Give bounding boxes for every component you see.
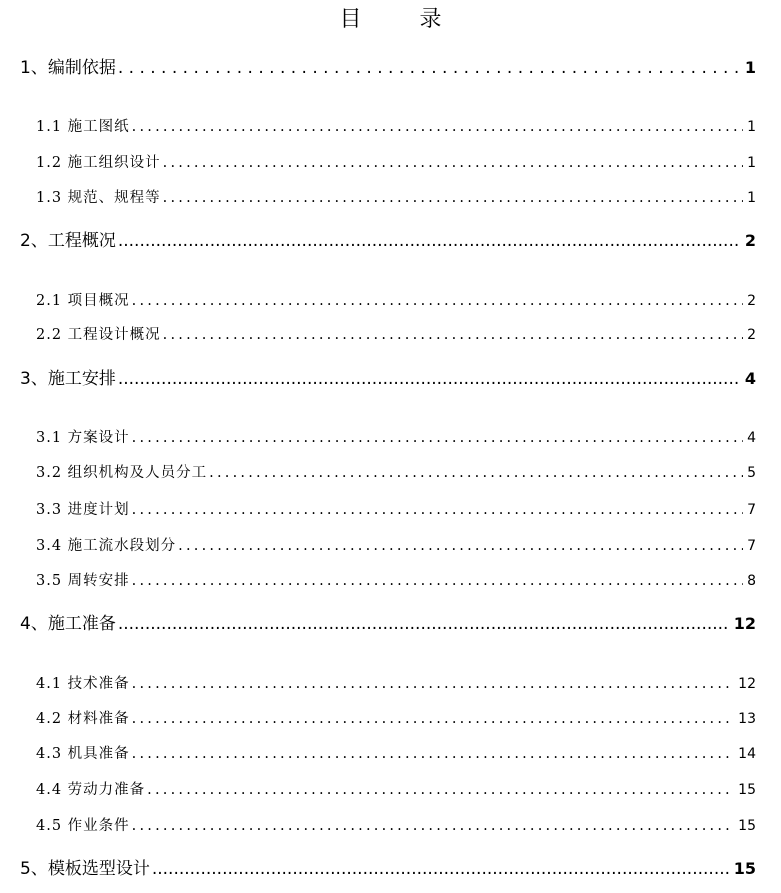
toc-leader-dots [132,499,743,521]
toc-entry-label: 4.1 技术准备 [36,676,130,692]
toc-leader-dots [163,324,743,346]
toc-entry-page-number: 12 [738,676,756,692]
toc-entry-chapter[interactable] [20,857,756,881]
toc-entry-label: 2、工程概况 [20,231,116,251]
toc-leader-dots [132,427,743,449]
toc-entry-label: 2.1 项目概况 [36,293,130,309]
toc-leader-dots [132,815,735,837]
toc-leader-dots [132,743,735,765]
toc-entry-label: 4、施工准备 [20,614,116,634]
toc-entry-section[interactable] [36,673,756,695]
toc-entry-page-number: 1 [744,58,756,77]
toc-entry-chapter[interactable] [20,229,756,253]
toc-leader-dots [132,116,743,138]
toc-entry-label: 1.3 规范、规程等 [36,190,161,206]
toc-leader-dots [132,708,735,730]
toc-leader-dots [118,229,741,253]
toc-entry-label: 4.2 材料准备 [36,711,130,727]
toc-leader-dots [209,462,743,484]
toc-entry-section[interactable] [36,570,756,592]
toc-entry-section[interactable] [36,187,756,209]
toc-leader-dots [132,570,743,592]
toc-leader-dots [163,187,743,209]
toc-entry-label: 4.3 机具准备 [36,746,130,762]
toc-leader-dots [118,612,730,636]
toc-entry-label: 3.3 进度计划 [36,502,130,518]
toc-entry-page-number: 13 [738,711,756,727]
toc-entry-page-number: 4 [744,369,756,388]
toc-entry-label: 1.1 施工图纸 [36,119,130,135]
toc-entry-page-number: 1 [747,190,756,206]
toc-entry-label: 1.2 施工组织设计 [36,155,161,171]
toc-entry-section[interactable] [36,290,756,312]
toc-leader-dots [152,857,730,881]
toc-leader-dots [118,56,741,80]
toc-entry-label: 3.4 施工流水段划分 [36,538,177,554]
toc-leader-dots [132,673,735,695]
toc-entry-page-number: 4 [747,430,756,446]
toc-entry-section[interactable] [36,152,756,174]
toc-entry-section[interactable] [36,535,756,557]
toc-leader-dots [132,290,743,312]
toc-entry-chapter[interactable] [20,56,756,80]
toc-entry-section[interactable] [36,743,756,765]
toc-entry-page-number: 7 [747,538,756,554]
toc-entry-section[interactable] [36,116,756,138]
toc-entry-page-number: 1 [747,155,756,171]
toc-entry-page-number: 8 [747,573,756,589]
toc-entry-label: 3、施工安排 [20,369,116,389]
toc-entry-label: 3.1 方案设计 [36,430,130,446]
toc-entry-page-number: 15 [738,818,756,834]
toc-entry-page-number: 15 [738,782,756,798]
toc-entry-section[interactable] [36,708,756,730]
toc-entry-page-number: 15 [733,859,756,878]
toc-entry-page-number: 2 [747,327,756,343]
toc-entry-chapter[interactable] [20,367,756,391]
toc-leader-dots [118,367,741,391]
toc-entry-chapter[interactable] [20,612,756,636]
toc-entry-section[interactable] [36,324,756,346]
toc-entry-section[interactable] [36,779,756,801]
toc-entry-page-number: 7 [747,502,756,518]
toc-entry-page-number: 2 [747,293,756,309]
toc-entry-label: 5、模板选型设计 [20,859,150,879]
toc-entry-page-number: 5 [747,465,756,481]
toc-entry-page-number: 1 [747,119,756,135]
toc-entry-page-number: 2 [744,231,756,250]
toc-leader-dots [147,779,734,801]
toc-entry-label: 2.2 工程设计概况 [36,327,161,343]
toc-entry-label: 1、编制依据 [20,58,116,78]
toc-entry-page-number: 12 [733,614,756,633]
toc-entry-label: 3.5 周转安排 [36,573,130,589]
toc-entry-section[interactable] [36,427,756,449]
toc-entry-section[interactable] [36,462,756,484]
toc-entry-label: 3.2 组织机构及人员分工 [36,465,208,481]
toc-leader-dots [163,152,743,174]
toc-title: 目 录 [339,7,460,32]
toc-entry-label: 4.4 劳动力准备 [36,782,146,798]
toc-entry-section[interactable] [36,815,756,837]
toc-entry-section[interactable] [36,499,756,521]
toc-leader-dots [178,535,743,557]
toc-entry-page-number: 14 [738,746,756,762]
toc-entry-label: 4.5 作业条件 [36,818,130,834]
